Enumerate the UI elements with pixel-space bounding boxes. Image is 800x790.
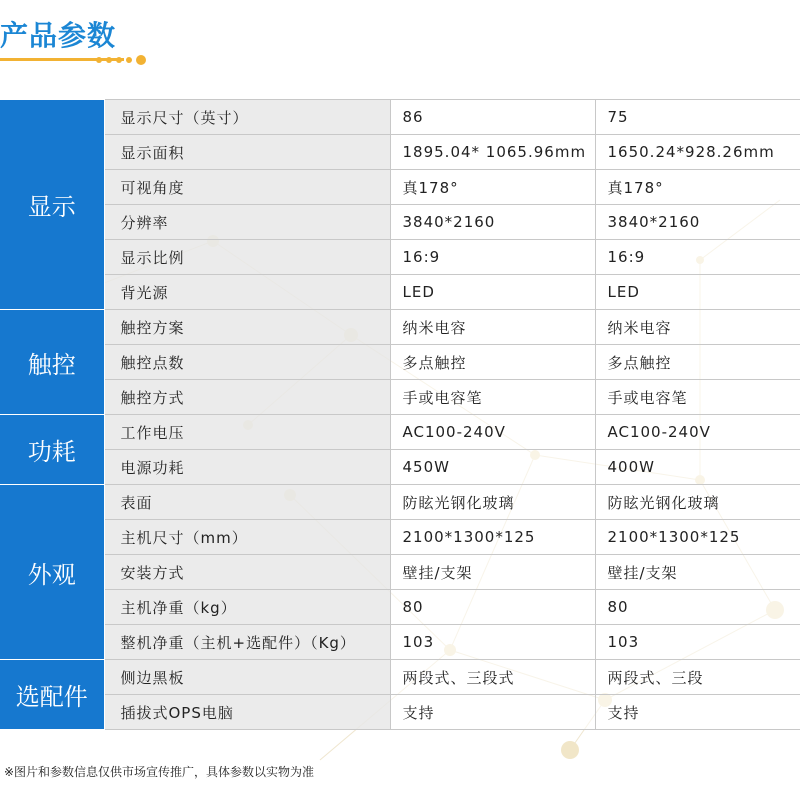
spec-value-86: 3840*2160 xyxy=(390,205,595,240)
spec-value-86: LED xyxy=(390,275,595,310)
spec-value-86: 真178° xyxy=(390,170,595,205)
spec-label: 主机净重（kg） xyxy=(104,590,390,625)
spec-row xyxy=(0,135,800,170)
spec-value-75: 80 xyxy=(595,590,800,625)
spec-label: 主机尺寸（mm） xyxy=(104,520,390,555)
spec-label: 侧边黑板 xyxy=(104,660,390,695)
spec-row xyxy=(0,240,800,275)
spec-value-75: 16:9 xyxy=(595,240,800,275)
spec-label: 背光源 xyxy=(104,275,390,310)
spec-value-75: 壁挂/支架 xyxy=(595,555,800,590)
page-title: 产品参数 xyxy=(0,19,117,52)
spec-value-86: 防眩光钢化玻璃 xyxy=(390,485,595,520)
spec-value-75: 手或电容笔 xyxy=(595,380,800,415)
category-cell: 触控 xyxy=(0,310,104,415)
spec-value-86: 手或电容笔 xyxy=(390,380,595,415)
spec-label: 插拔式OPS电脑 xyxy=(104,695,390,730)
spec-row xyxy=(0,485,800,520)
spec-row xyxy=(0,520,800,555)
spec-row xyxy=(0,450,800,485)
spec-value-75: 防眩光钢化玻璃 xyxy=(595,485,800,520)
spec-label: 触控方式 xyxy=(104,380,390,415)
spec-value-86: 支持 xyxy=(390,695,595,730)
spec-value-86: 多点触控 xyxy=(390,345,595,380)
spec-value-86: 450W xyxy=(390,450,595,485)
spec-value-75: 1650.24*928.26mm xyxy=(595,135,800,170)
spec-row xyxy=(0,345,800,380)
spec-label: 安装方式 xyxy=(104,555,390,590)
category-cell: 功耗 xyxy=(0,415,104,485)
spec-value-75: 2100*1300*125 xyxy=(595,520,800,555)
spec-label: 显示尺寸（英寸） xyxy=(104,100,390,135)
spec-value-75: AC100-240V xyxy=(595,415,800,450)
spec-label: 电源功耗 xyxy=(104,450,390,485)
spec-row xyxy=(0,555,800,590)
category-cell: 选配件 xyxy=(0,660,104,730)
spec-value-75: 纳米电容 xyxy=(595,310,800,345)
spec-value-75: 75 xyxy=(595,100,800,135)
header xyxy=(0,0,800,80)
spec-label: 分辨率 xyxy=(104,205,390,240)
spec-table xyxy=(0,99,800,730)
spec-row xyxy=(0,275,800,310)
spec-row xyxy=(0,170,800,205)
spec-value-75: LED xyxy=(595,275,800,310)
spec-value-86: 86 xyxy=(390,100,595,135)
spec-value-75: 真178° xyxy=(595,170,800,205)
spec-value-86: AC100-240V xyxy=(390,415,595,450)
spec-label: 表面 xyxy=(104,485,390,520)
spec-label: 显示比例 xyxy=(104,240,390,275)
spec-value-86: 纳米电容 xyxy=(390,310,595,345)
spec-label: 触控方案 xyxy=(104,310,390,345)
spec-value-86: 1895.04* 1065.96mm xyxy=(390,135,595,170)
spec-value-86: 80 xyxy=(390,590,595,625)
spec-value-86: 2100*1300*125 xyxy=(390,520,595,555)
spec-value-86: 103 xyxy=(390,625,595,660)
spec-label: 可视角度 xyxy=(104,170,390,205)
spec-row xyxy=(0,590,800,625)
spec-row xyxy=(0,380,800,415)
spec-row xyxy=(0,415,800,450)
spec-value-86: 16:9 xyxy=(390,240,595,275)
spec-row xyxy=(0,625,800,660)
spec-row xyxy=(0,100,800,135)
spec-label: 整机净重（主机+选配件）（Kg） xyxy=(104,625,390,660)
spec-row xyxy=(0,310,800,345)
spec-label: 显示面积 xyxy=(104,135,390,170)
spec-row xyxy=(0,695,800,730)
category-cell: 外观 xyxy=(0,485,104,660)
spec-value-75: 103 xyxy=(595,625,800,660)
spec-value-75: 支持 xyxy=(595,695,800,730)
spec-row xyxy=(0,660,800,695)
spec-value-75: 两段式、三段 xyxy=(595,660,800,695)
footnote: ※图片和参数信息仅供市场宣传推广，具体参数以实物为准 xyxy=(4,765,315,779)
spec-row xyxy=(0,205,800,240)
spec-label: 工作电压 xyxy=(104,415,390,450)
spec-value-86: 两段式、三段式 xyxy=(390,660,595,695)
spec-value-75: 3840*2160 xyxy=(595,205,800,240)
spec-value-75: 多点触控 xyxy=(595,345,800,380)
spec-value-75: 400W xyxy=(595,450,800,485)
category-cell: 显示 xyxy=(0,100,104,310)
spec-label: 触控点数 xyxy=(104,345,390,380)
spec-value-86: 壁挂/支架 xyxy=(390,555,595,590)
